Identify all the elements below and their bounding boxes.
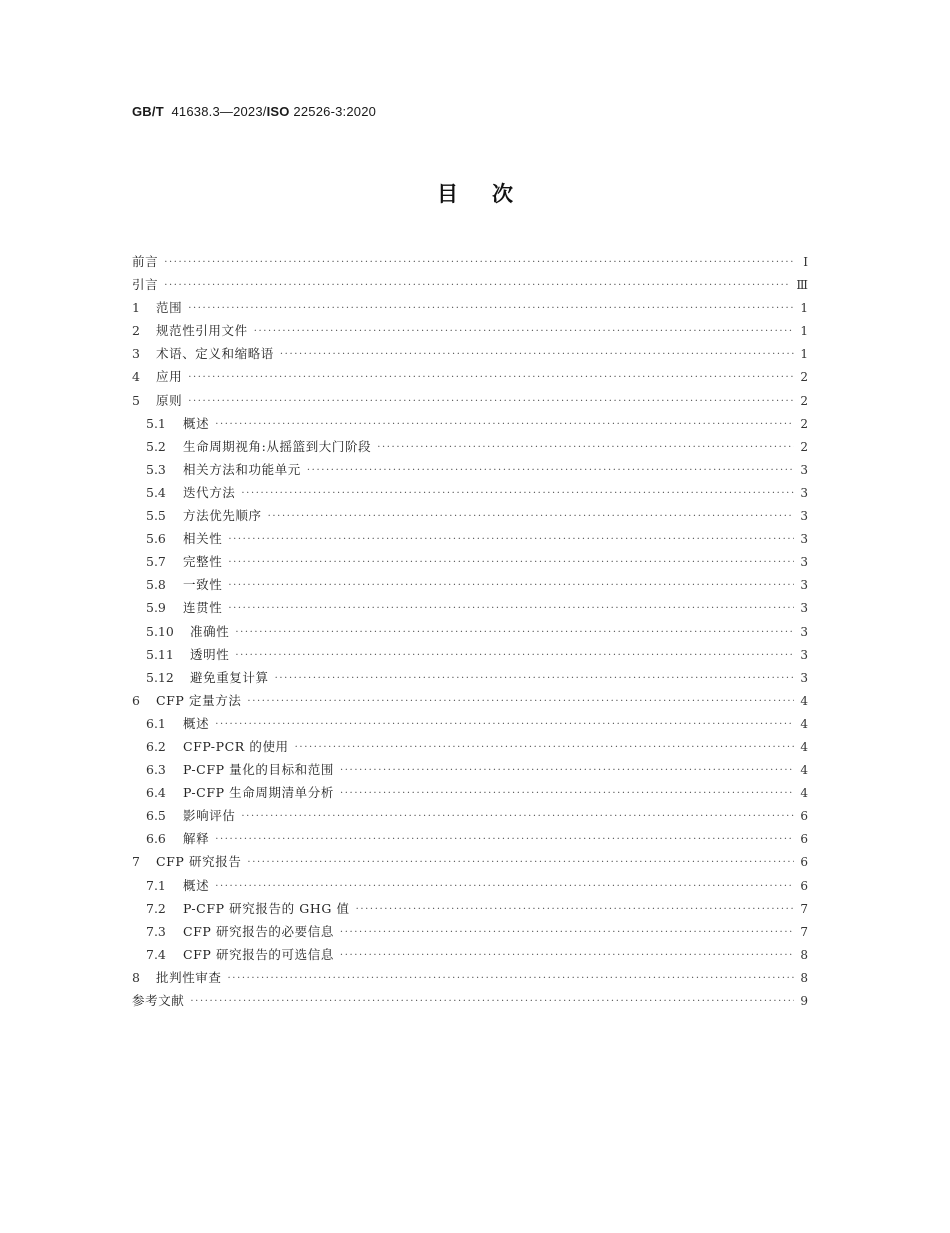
toc-entry-page: 4 (800, 739, 808, 754)
toc-dot-leader (356, 898, 794, 921)
toc-dot-leader (377, 436, 794, 459)
toc-entry[interactable] (132, 504, 808, 527)
toc-entry-label: 生命周期视角:从摇篮到大门阶段 (183, 438, 372, 454)
toc-entry-page: 8 (800, 970, 808, 985)
toc-entry-number: 6 (132, 692, 140, 708)
toc-entry-number: 6.1 (146, 715, 166, 731)
toc-entry-label: 应用 (156, 369, 183, 385)
toc-entry[interactable] (132, 435, 808, 458)
toc-entry-number: 5.2 (146, 438, 166, 454)
toc-entry-page: 3 (800, 624, 808, 639)
toc-dot-leader (307, 459, 794, 482)
toc-entry-page: 3 (800, 647, 808, 662)
toc-dot-leader (268, 505, 794, 528)
toc-entry[interactable] (132, 481, 808, 504)
toc-entry-label: 透明性 (190, 646, 230, 662)
toc-entry-page: 3 (800, 485, 808, 500)
toc-entry[interactable] (132, 412, 808, 435)
toc-entry-label: 概述 (183, 877, 210, 893)
toc-dot-leader (241, 805, 794, 828)
toc-dot-leader (190, 990, 794, 1013)
toc-entry-label: 相关性 (183, 531, 223, 547)
toc-dot-leader (340, 944, 794, 967)
toc-dot-leader (254, 320, 794, 343)
toc-entry-number: 3 (132, 346, 140, 362)
toc-entry-page: 2 (800, 370, 808, 385)
toc-entry-label: 一致性 (183, 577, 223, 593)
toc-entry-page: 6 (800, 809, 808, 824)
toc-dot-leader (247, 851, 794, 874)
toc-entry-label: 相关方法和功能单元 (183, 461, 301, 477)
toc-entry-number: 5.10 (146, 623, 174, 639)
toc-dot-leader (215, 413, 794, 436)
toc-entry-number: 5.3 (146, 461, 166, 477)
toc-entry-page: 7 (800, 924, 808, 939)
toc-dot-leader (164, 251, 794, 274)
toc-entry-label: 概述 (183, 415, 210, 431)
toc-entry-number: 5 (132, 392, 140, 408)
toc-entry[interactable] (132, 527, 808, 550)
toc-entry-label: 完整性 (183, 554, 223, 570)
toc-dot-leader (247, 690, 794, 713)
toc-entry[interactable] (132, 735, 808, 758)
toc-entry-page: 4 (800, 763, 808, 778)
toc-entry-page: 1 (800, 347, 808, 362)
toc-dot-leader (228, 528, 794, 551)
toc-entry-page: 3 (800, 462, 808, 477)
toc-entry-page: 4 (800, 786, 808, 801)
toc-entry-label: 原则 (156, 392, 183, 408)
toc-entry[interactable] (132, 296, 808, 319)
toc-entry-label: 引言 (132, 277, 159, 293)
toc-entry[interactable] (132, 389, 808, 412)
toc-entry-number: 2 (132, 323, 140, 339)
toc-dot-leader (228, 967, 794, 990)
toc-entry-label: 避免重复计算 (190, 669, 269, 685)
toc-entry-page: 3 (800, 555, 808, 570)
toc-dot-leader (228, 597, 794, 620)
toc-entry[interactable] (132, 319, 808, 342)
toc-entry[interactable] (132, 850, 808, 873)
toc-dot-leader (188, 297, 794, 320)
toc-entry-page: 6 (800, 832, 808, 847)
toc-entry-page: 9 (800, 994, 808, 1008)
toc-entry-page: I (803, 255, 808, 269)
standard-prefix: GB/T (132, 104, 164, 119)
toc-entry-label: 范围 (156, 300, 183, 316)
toc-entry-page: 2 (800, 439, 808, 454)
toc-entry-number: 7.2 (146, 900, 166, 916)
toc-entry-label: P-CFP 量化的目标和范围 (183, 762, 334, 778)
toc-entry[interactable] (132, 758, 808, 781)
toc-entry-number: 5.8 (146, 577, 166, 593)
toc-dot-leader (280, 343, 794, 366)
toc-entry-page: 3 (800, 509, 808, 524)
toc-entry[interactable] (132, 643, 808, 666)
toc-entry-page: 1 (800, 324, 808, 339)
toc-entry-number: 5.5 (146, 508, 166, 524)
toc-entry-page: 2 (800, 416, 808, 431)
toc-entry-label: 前言 (132, 254, 159, 269)
toc-dot-leader (235, 644, 794, 667)
toc-entry-label: CFP 定量方法 (156, 692, 242, 708)
toc-dot-leader (164, 274, 790, 297)
toc-entry-label: 连贯性 (183, 600, 223, 616)
toc-entry-number: 7.1 (146, 877, 166, 893)
toc-entry-page: 1 (800, 301, 808, 316)
toc-entry-number: 6.5 (146, 808, 166, 824)
toc-entry-label: 准确性 (190, 623, 230, 639)
toc-entry[interactable] (132, 550, 808, 573)
toc-entry-page: Ⅲ (796, 278, 808, 293)
toc-entry-label: P-CFP 研究报告的 GHG 值 (183, 900, 350, 916)
toc-entry[interactable] (132, 620, 808, 643)
toc-entry[interactable] (132, 781, 808, 804)
toc-entry-label: 迭代方法 (183, 484, 236, 500)
toc-entry-label: P-CFP 生命周期清单分析 (183, 785, 334, 801)
toc-entry-number: 6.2 (146, 738, 166, 754)
toc-entry-number: 6.3 (146, 762, 166, 778)
toc-entry-number: 8 (132, 969, 140, 985)
toc-entry-page: 4 (800, 716, 808, 731)
standard-number: 41638.3—2023/ (171, 104, 267, 119)
toc-entry-label: 术语、定义和缩略语 (156, 346, 274, 362)
toc-entry-number: 7 (132, 854, 140, 870)
toc-entry-number: 7.4 (146, 946, 166, 962)
toc-entry[interactable] (132, 966, 808, 989)
toc-entry[interactable] (132, 689, 808, 712)
toc-dot-leader (340, 921, 794, 944)
toc-entry-number: 5.12 (146, 669, 174, 685)
toc-dot-leader (228, 574, 794, 597)
toc-entry-page: 8 (800, 947, 808, 962)
toc-dot-leader (215, 713, 794, 736)
toc-dot-leader (215, 875, 794, 898)
toc-dot-leader (275, 667, 794, 690)
toc-entry-page: 3 (800, 578, 808, 593)
toc-entry-number: 5.4 (146, 484, 166, 500)
document-header (132, 104, 376, 119)
toc-entry[interactable] (132, 827, 808, 850)
toc-entry[interactable] (132, 273, 808, 296)
toc-entry[interactable] (132, 897, 808, 920)
toc-entry-number: 5.11 (146, 646, 174, 662)
toc-entry-label: 参考文献 (132, 993, 185, 1008)
toc-dot-leader (188, 390, 794, 413)
toc-entry-number: 5.9 (146, 600, 166, 616)
toc-entry-number: 5.6 (146, 531, 166, 547)
toc-dot-leader (340, 782, 794, 805)
toc-entry-number: 5.1 (146, 415, 166, 431)
page-title: 目次 (437, 182, 547, 206)
toc-dot-leader (295, 736, 794, 759)
toc-entry-page: 6 (800, 855, 808, 870)
toc-entry-page: 3 (800, 670, 808, 685)
toc-entry-number: 1 (132, 300, 140, 316)
toc-dot-leader (241, 482, 794, 505)
toc-entry[interactable] (132, 596, 808, 619)
toc-entry-number: 6.4 (146, 785, 166, 801)
toc-entry-label: 概述 (183, 715, 210, 731)
toc-entry-page: 2 (800, 393, 808, 408)
toc-dot-leader (228, 551, 794, 574)
toc-entry[interactable] (132, 573, 808, 596)
toc-entry-page: 7 (800, 901, 808, 916)
toc-dot-leader (188, 366, 794, 389)
toc-entry[interactable] (132, 920, 808, 943)
toc-entry-page: 4 (800, 693, 808, 708)
toc-dot-leader (340, 759, 794, 782)
toc-entry-page: 6 (800, 878, 808, 893)
toc-entry-number: 4 (132, 369, 140, 385)
toc-entry-label: CFP 研究报告 (156, 854, 242, 870)
toc-entry[interactable] (132, 458, 808, 481)
iso-number: 22526-3:2020 (293, 104, 377, 119)
toc-dot-leader (215, 828, 794, 851)
toc-entry-number: 6.6 (146, 831, 166, 847)
toc-entry-number: 7.3 (146, 923, 166, 939)
toc-entry-label: 规范性引用文件 (156, 323, 248, 339)
toc-entry-label: CFP 研究报告的必要信息 (183, 923, 334, 939)
toc-entry[interactable] (132, 365, 808, 388)
table-of-contents (132, 250, 808, 1012)
toc-entry[interactable] (132, 712, 808, 735)
toc-entry[interactable] (132, 989, 808, 1012)
toc-entry[interactable] (132, 250, 808, 273)
toc-entry[interactable] (132, 874, 808, 897)
toc-entry[interactable] (132, 342, 808, 365)
toc-entry[interactable] (132, 804, 808, 827)
toc-dot-leader (235, 621, 794, 644)
toc-entry-page: 3 (800, 601, 808, 616)
toc-entry-page: 3 (800, 532, 808, 547)
toc-entry-label: CFP-PCR 的使用 (183, 738, 289, 754)
toc-entry-label: CFP 研究报告的可选信息 (183, 946, 334, 962)
toc-entry-number: 5.7 (146, 554, 166, 570)
toc-entry-label: 解释 (183, 831, 210, 847)
iso-prefix: ISO (266, 104, 290, 119)
toc-entry[interactable] (132, 943, 808, 966)
toc-entry-label: 影响评估 (183, 808, 236, 824)
toc-entry-label: 批判性审查 (156, 969, 222, 985)
toc-entry[interactable] (132, 666, 808, 689)
toc-entry-label: 方法优先顺序 (183, 508, 262, 524)
